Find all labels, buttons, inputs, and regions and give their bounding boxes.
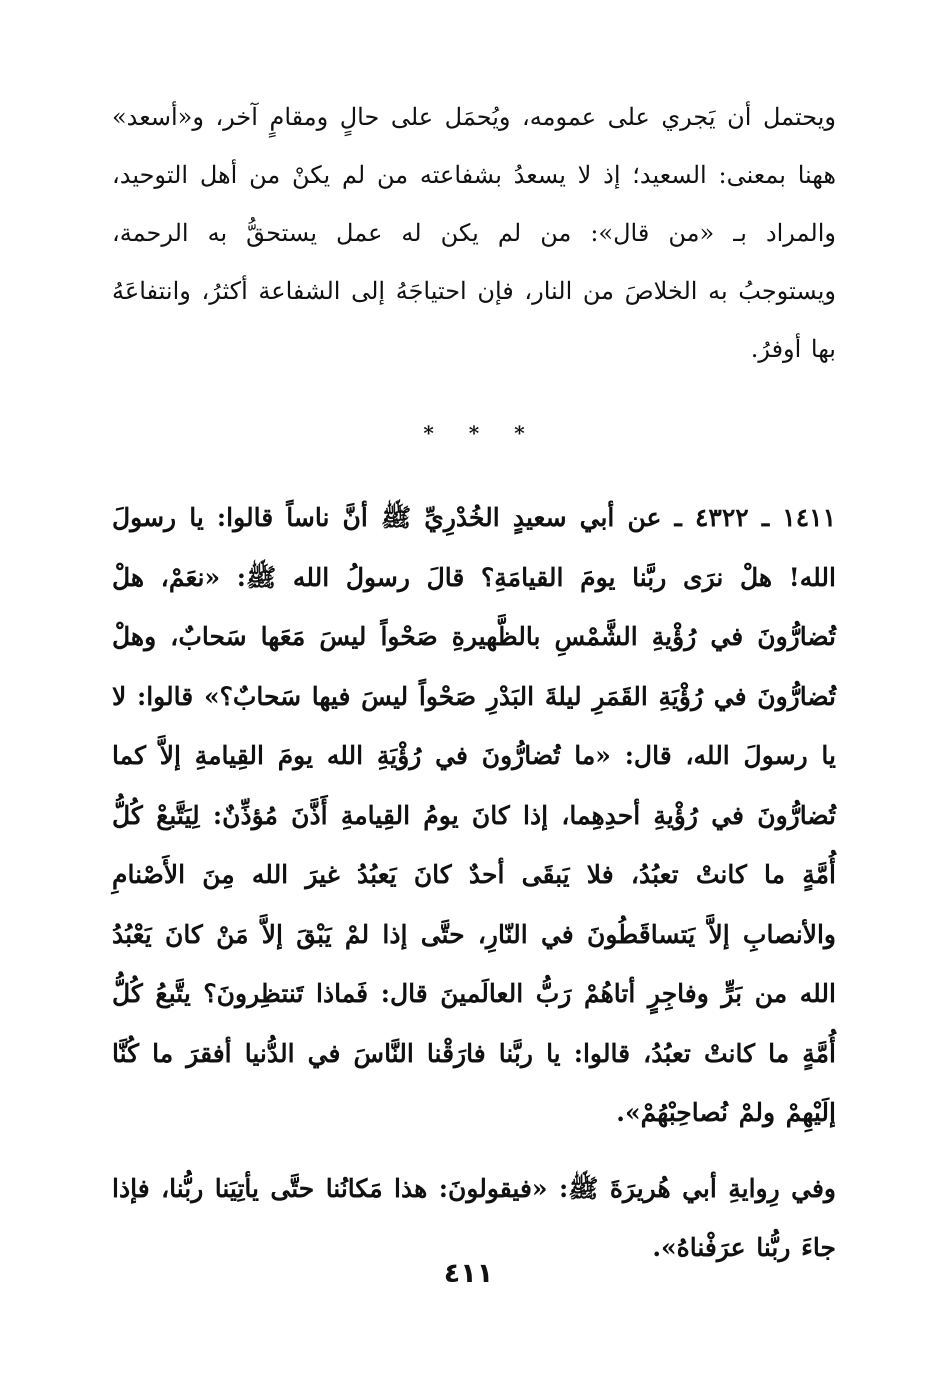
hadith-paragraph: ١٤١١ ـ ٤٣٢٢ ـ عن أبي سعيدٍ الخُدْرِيِّ ﷺ أنَّ ناساً قالوا: يا رسولَ الله! هلْ نرَى ربَّنا يومَ القيامَةِ؟ قالَ رسولُ الله ﷺ: «نعَمْ، هلْ تُضارُّونَ في رُؤْيةِ الشَّمْسِ بالظَّهيرةِ صَحْواً ليسَ مَعَها سَحابٌ، وهلْ تُضارُّونَ في رُؤْيَةِ القَمَرِ ليلةَ البَدْرِ صَحْواً ليسَ فيها سَحابٌ؟» قالوا: لا يا رسولَ الله، قال: «ما تُضارُّونَ في رُؤْيَةِ الله يومَ القِيامةِ إلاَّ كما تُضارُّونَ في رُؤْيةِ أحدِهِما، إذا كانَ يومُ القِيامةِ أَذَّنَ مُؤذِّنٌ: لِيَتَّبعْ كُلُّ أُمَّةٍ ما كانتْ تعبُدُ، فلا يَبقَى أحدٌ كانَ يَعبُدُ غيرَ الله مِنَ الأَصْنامِ والأنصابِ إلاَّ يَتساقَطُونَ في النّارِ، حتَّى إذا لمْ يَبْقَ إلاَّ مَنْ كانَ يَعْبُدُ الله من بَرٍّ وفاجِرٍ أتاهُمْ رَبُّ العالَمينَ قال: فَماذا تَنتظِرونَ؟ يتَّبعُ كُلُّ أُمَّةٍ ما كانتْ تعبُدُ، قالوا: يا ربَّنا فارَقْنا النَّاسَ في الدُّنيا أفقرَ ما كُنَّا إلَيْهِمْ ولمْ نُصاحِبْهُمْ». [112, 503, 837, 1127]
page-number: ٤١١ [443, 1258, 494, 1289]
section-separator: * * * [423, 421, 539, 445]
intro-paragraph: ويحتمل أن يَجري على عمومه، ويُحمَل على حالٍ ومقامٍ آخر، و«أسعد» ههنا بمعنى: السعيد؛ إذ لا يسعدُ بشفاعته من لم يكنْ من أهل التوحيد، والمراد بـ «من قال»: من لم يكن له عمل يستحقُّ به الرحمة، ويستوجبُ به الخلاصَ من النار، فإن احتياجَهُ إلى الشفاعة أكثرُ، وانتفاعَهُ بها أوفرُ. [112, 103, 836, 363]
riwaya-paragraph: وفي رِوايةِ أبي هُريرَةَ ﷺ: «فيقولونَ: هذا مَكانُنا حتَّى يأتِيَنا ربُّنا، فإذا جاءَ ربُّنا عرَفْناهُ». [112, 1173, 836, 1262]
page-content [112, 88, 836, 1278]
paragraph-gap [112, 1143, 836, 1159]
